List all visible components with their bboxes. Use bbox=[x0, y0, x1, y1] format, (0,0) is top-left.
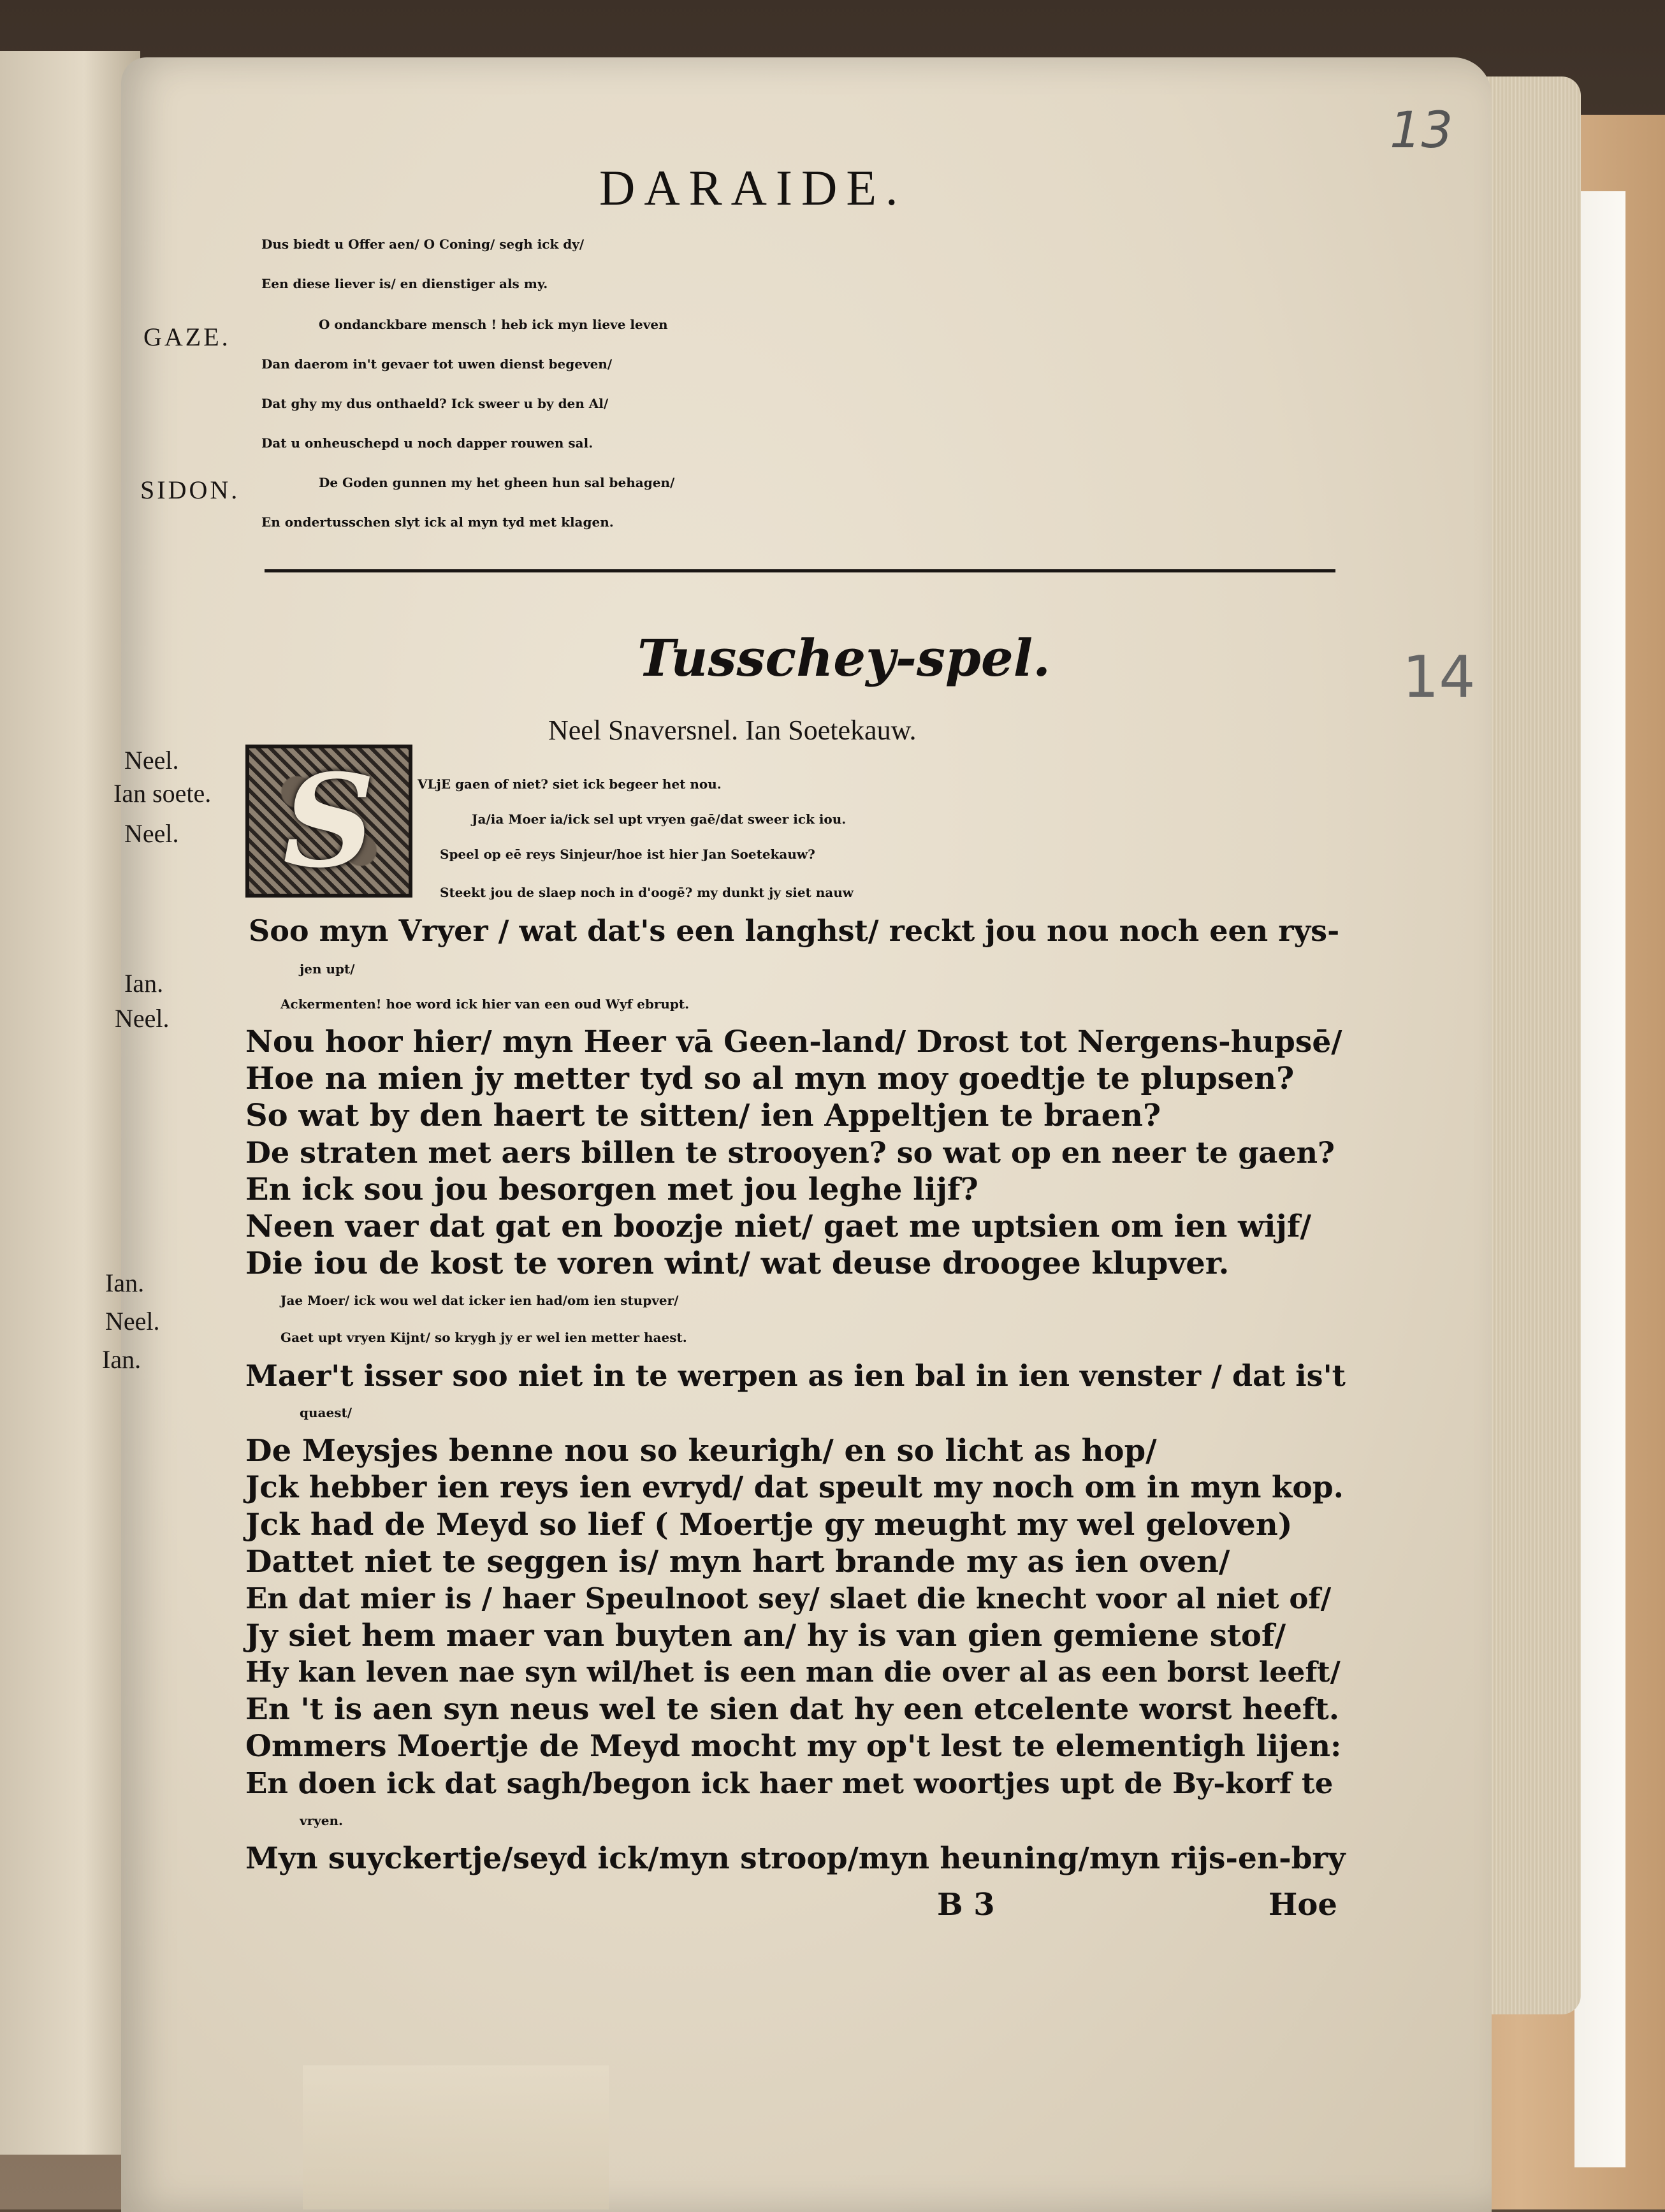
verse-line: Een diese liever is/ en dienstiger als my. bbox=[261, 276, 548, 291]
verse-line: Dan daerom in't gevaer tot uwen dienst begeven/ bbox=[261, 356, 613, 372]
cast-list: Neel Snaversnel. Ian Soetekauw. bbox=[548, 715, 917, 746]
dialogue-line: Jae Moer/ ick wou wel dat icker ien had/om ien stupver/ bbox=[280, 1293, 679, 1308]
dialogue-line: Gaet upt vryen Kijnt/ so krygh jy er wel ien metter haest. bbox=[280, 1330, 687, 1345]
dialogue-line: Hy kan leven nae syn wil/het is een man die over al as een borst leeft/ bbox=[245, 1656, 1341, 1689]
dialogue-line: VLjE gaen of niet? siet ick begeer het nou. bbox=[418, 776, 722, 792]
dialogue-line: Jck had de Meyd so lief ( Moertje gy meught my wel geloven) bbox=[245, 1507, 1293, 1543]
facing-page-edge bbox=[0, 51, 140, 2155]
dialogue-line: Steekt jou de slaep noch in d'oogē? my dunkt jy siet nauw bbox=[440, 885, 854, 900]
speaker-label: GAZE. bbox=[143, 323, 231, 351]
margin-speaker: Neel. bbox=[115, 1004, 170, 1033]
signature-mark: B 3 bbox=[937, 1887, 995, 1923]
dialogue-line: En doen ick dat sagh/begon ick haer met woortjes upt de By-korf te bbox=[245, 1766, 1334, 1800]
endpaper bbox=[1574, 191, 1625, 2167]
dialogue-line: En 't is aen syn neus wel te sien dat hy een etcelente worst heeft. bbox=[245, 1692, 1340, 1727]
margin-speaker: Ian soete. bbox=[113, 779, 212, 808]
dialogue-line: De straten met aers billen te strooyen? so wat op en neer te gaen? bbox=[245, 1135, 1335, 1170]
verse-line: En ondertusschen slyt ick al myn tyd met klagen. bbox=[261, 514, 614, 530]
dialogue-line: En dat mier is / haer Speulnoot sey/ slaet die knecht voor al niet of/ bbox=[245, 1582, 1332, 1615]
dialogue-line: Myn suyckertje/seyd ick/myn stroop/myn heuning/myn rijs-en-bry bbox=[245, 1841, 1346, 1876]
dialogue-line: Ommers Moertje de Meyd mocht my op't lest te elementigh lijen: bbox=[245, 1729, 1342, 1764]
margin-speaker: Neel. bbox=[124, 746, 179, 775]
dialogue-line: Maer't isser soo niet in te werpen as ien bal in ien venster / dat is't bbox=[245, 1358, 1346, 1393]
running-head: DARAIDE. bbox=[599, 160, 907, 215]
margin-speaker: Ian. bbox=[102, 1345, 142, 1374]
verse-line: De Goden gunnen my het gheen hun sal behagen/ bbox=[319, 475, 675, 490]
decorated-initial bbox=[245, 745, 412, 898]
dialogue-line: Ackermenten! hoe word ick hier van een oud Wyf ebrupt. bbox=[280, 996, 690, 1012]
dialogue-line: En ick sou jou besorgen met jou leghe lijf? bbox=[245, 1172, 978, 1207]
dialogue-line: Die iou de kost te voren wint/ wat deuse droogee klupver. bbox=[245, 1246, 1230, 1281]
dialogue-line: Dattet niet te seggen is/ myn hart brande my as ien oven/ bbox=[245, 1544, 1230, 1580]
dialogue-line: Neen vaer dat gat en boozje niet/ gaet me uptsien om ien wijf/ bbox=[245, 1209, 1312, 1244]
section-rule bbox=[265, 569, 1335, 572]
speaker-label: SIDON. bbox=[140, 476, 240, 504]
paper-slip bbox=[303, 2065, 609, 2209]
dialogue-line: vryen. bbox=[300, 1813, 344, 1828]
dialogue-line: Jy siet hem maer van buyten an/ hy is van gien gemiene stof/ bbox=[245, 1618, 1286, 1654]
dialogue-line: Speel op eē reys Sinjeur/hoe ist hier Jan Soetekauw? bbox=[440, 847, 815, 862]
dialogue-line: Jck hebber ien reys ien evryd/ dat speult my noch om in myn kop. bbox=[245, 1470, 1344, 1505]
page-number: 13 bbox=[1390, 102, 1453, 159]
dialogue-line: De Meysjes benne nou so keurigh/ en so licht as hop/ bbox=[245, 1433, 1157, 1469]
dialogue-line: Soo myn Vryer / wat dat's een langhst/ reckt jou nou noch een rys- bbox=[249, 913, 1340, 948]
dialogue-line: So wat by den haert te sitten/ ien Appeltjen te braen? bbox=[245, 1098, 1161, 1133]
margin-speaker: Neel. bbox=[124, 819, 179, 848]
verse-line: Dat ghy my dus onthaeld? Ick sweer u by den Al/ bbox=[261, 396, 609, 411]
initial-letter: S bbox=[282, 746, 375, 896]
margin-speaker: Ian. bbox=[105, 1269, 145, 1297]
margin-speaker: Ian. bbox=[124, 969, 164, 998]
verse-line: Dat u onheuschepd u noch dapper rouwen sal. bbox=[261, 435, 593, 451]
dialogue-line: Nou hoor hier/ myn Heer vā Geen-land/ Drost tot Nergens-hupsē/ bbox=[245, 1024, 1342, 1059]
catchword: Hoe bbox=[1269, 1887, 1337, 1923]
verse-line: O ondanckbare mensch ! heb ick myn lieve leven bbox=[319, 317, 668, 332]
dialogue-line: Ja/ia Moer ia/ick sel upt vryen gaē/dat sweer ick iou. bbox=[472, 811, 847, 827]
margin-speaker: Neel. bbox=[105, 1307, 160, 1335]
interlude-title: Tusschey-spel. bbox=[637, 628, 1051, 688]
dialogue-line: jen upt/ bbox=[300, 961, 355, 977]
dialogue-line: Hoe na mien jy metter tyd so al myn moy goedtje te plupsen? bbox=[245, 1061, 1295, 1096]
pencil-mark: 14 bbox=[1402, 644, 1476, 711]
verse-line: Dus biedt u Offer aen/ O Coning/ segh ick dy/ bbox=[261, 236, 585, 252]
dialogue-line: quaest/ bbox=[300, 1405, 353, 1420]
